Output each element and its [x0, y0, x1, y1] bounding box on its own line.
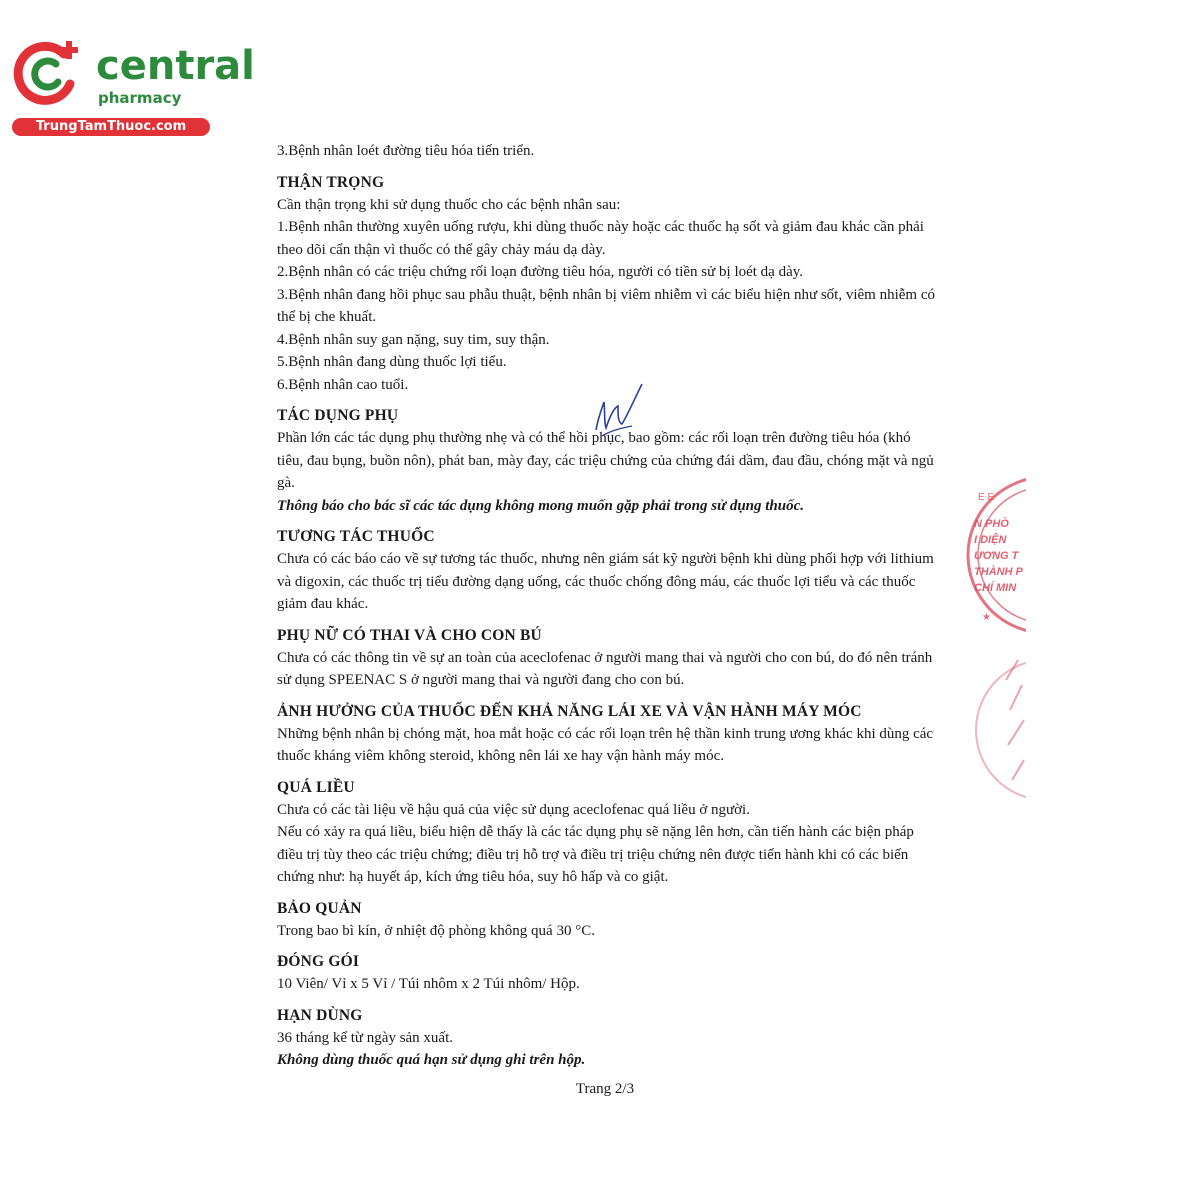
stamp-text: ƯƠNG T	[974, 550, 1019, 562]
section-heading: THẬN TRỌNG	[277, 173, 385, 191]
brand-logo	[10, 38, 255, 138]
section-text: 5.Bệnh nhân đang dùng thuốc lợi tiểu.	[277, 354, 507, 370]
section-text: Chưa có các tài liệu về hậu quả của việc sử dụng aceclofenac quá liều ở người.	[277, 801, 750, 818]
stamp-text: THÀNH P	[974, 566, 1023, 578]
logo-url: TrungTamThuoc.com	[12, 118, 210, 136]
section-text: 6.Bệnh nhân cao tuổi.	[277, 376, 409, 393]
svg-text:★: ★	[982, 612, 991, 623]
section-heading: BẢO QUẢN	[277, 899, 362, 917]
section-text: 4.Bệnh nhân suy gan nặng, suy tim, suy thận.	[277, 331, 550, 348]
signature-mark	[588, 378, 648, 448]
section-heading: ẢNH HƯỞNG CỦA THUỐC ĐẾN KHẢ NĂNG LÁI XE VÀ VẬN HÀNH MÁY MÓC	[277, 702, 862, 720]
section-text: Phần lớn các tác dụng phụ thường nhẹ và có thể hồi phục, bao gồm: các rối loạn trên đường tiêu hóa (khó tiêu, đau bụng, buồn nôn), phát ban, mày đay, các triệu chứng của chứng đái dầm, đau đầu, chóng mặt và ngủ gà.	[277, 430, 934, 491]
section-note: Thông báo cho bác sĩ các tác dụng không mong muốn gặp phải trong sử dụng thuốc.	[277, 497, 805, 514]
section-heading: QUÁ LIỀU	[277, 778, 355, 796]
pharmacy-logo-icon	[12, 38, 84, 110]
section-text: Những bệnh nhân bị chóng mặt, hoa mắt hoặc có các rối loạn trên hệ thần kinh trung ương khác khi dùng các thuốc kháng viêm không steroid, không nên lái xe hay vận hành máy móc.	[277, 725, 934, 764]
section-heading: ĐÓNG GÓI	[277, 953, 360, 970]
svg-text:E E: E E	[978, 492, 995, 503]
logo-name: central	[96, 43, 255, 89]
section-heading: HẠN DÙNG	[277, 1006, 363, 1024]
section-text: Nếu có xảy ra quá liều, biểu hiện dễ thấy là các tác dụng phụ sẽ nặng lên hơn, cần tiến hành các biện pháp điều trị tùy theo các triệu chứng; điều trị hỗ trợ và điều trị triệu chứng nên được tiến hành khi có các biến chứng như: hạ huyết áp, kích ứng tiêu hóa, suy hô hấp và co giật.	[277, 824, 914, 885]
stamp-text: I DIỆN	[974, 534, 1007, 546]
section-text: 3.Bệnh nhân đang hồi phục sau phẫu thuật, bệnh nhân bị viêm nhiễm vì các biểu hiện như sốt, viêm nhiễm có thể bị che khuất.	[277, 286, 935, 325]
stamp-text: N PHÒ	[974, 518, 1009, 530]
section-text: 10 Viên/ Vỉ x 5 Vỉ / Túi nhôm x 2 Túi nhôm/ Hộp.	[277, 976, 580, 992]
section-text: Trong bao bì kín, ở nhiệt độ phòng không quá 30 °C.	[277, 922, 595, 939]
section-text: Chưa có các thông tin về sự an toàn của aceclofenac ở người mang thai và người cho con bú, do đó nên tránh sử dụng SPEENAC S ở người mang thai và người đang cho con bú.	[277, 649, 933, 688]
official-stamp	[966, 470, 1026, 810]
section-heading: TƯƠNG TÁC THUỐC	[277, 528, 435, 545]
page-number: Trang 2/3	[575, 1081, 635, 1097]
section-note: Không dùng thuốc quá hạn sử dụng ghi trên hộp.	[277, 1052, 586, 1068]
logo-subtitle: pharmacy	[98, 89, 182, 107]
document-body	[277, 140, 937, 1072]
section-heading: PHỤ NỮ CÓ THAI VÀ CHO CON BÚ	[277, 626, 542, 644]
section-text: Chưa có các báo cáo về sự tương tác thuốc, nhưng nên giám sát kỹ người bệnh khi dùng phối hợp với lithium và digoxin, các thuốc trị tiểu đường dạng uống, các thuốc chống đông máu, các thuốc lợi tiểu và các thuốc giảm đau khác.	[277, 551, 934, 612]
section-text: 36 tháng kể từ ngày sản xuất.	[277, 1029, 454, 1046]
sections-container	[277, 172, 937, 1072]
stamp-lines	[974, 516, 1023, 596]
section-heading: TÁC DỤNG PHỤ	[277, 407, 399, 424]
section-text: 1.Bệnh nhân thường xuyên uống rượu, khi dùng thuốc này hoặc các thuốc hạ sốt và giảm đau khác cần phải theo dõi cẩn thận vì thuốc có thể gây chảy máu dạ dày.	[277, 219, 924, 258]
stamp-text: CHÍ MIN	[974, 582, 1017, 594]
first-line: 3.Bệnh nhân loét đường tiêu hóa tiến triển.	[277, 143, 535, 159]
section-text: 2.Bệnh nhân có các triệu chứng rối loạn đường tiêu hóa, người có tiền sử bị loét dạ dày.	[277, 264, 804, 280]
section-text: Cần thận trọng khi sử dụng thuốc cho các bệnh nhân sau:	[277, 196, 621, 213]
